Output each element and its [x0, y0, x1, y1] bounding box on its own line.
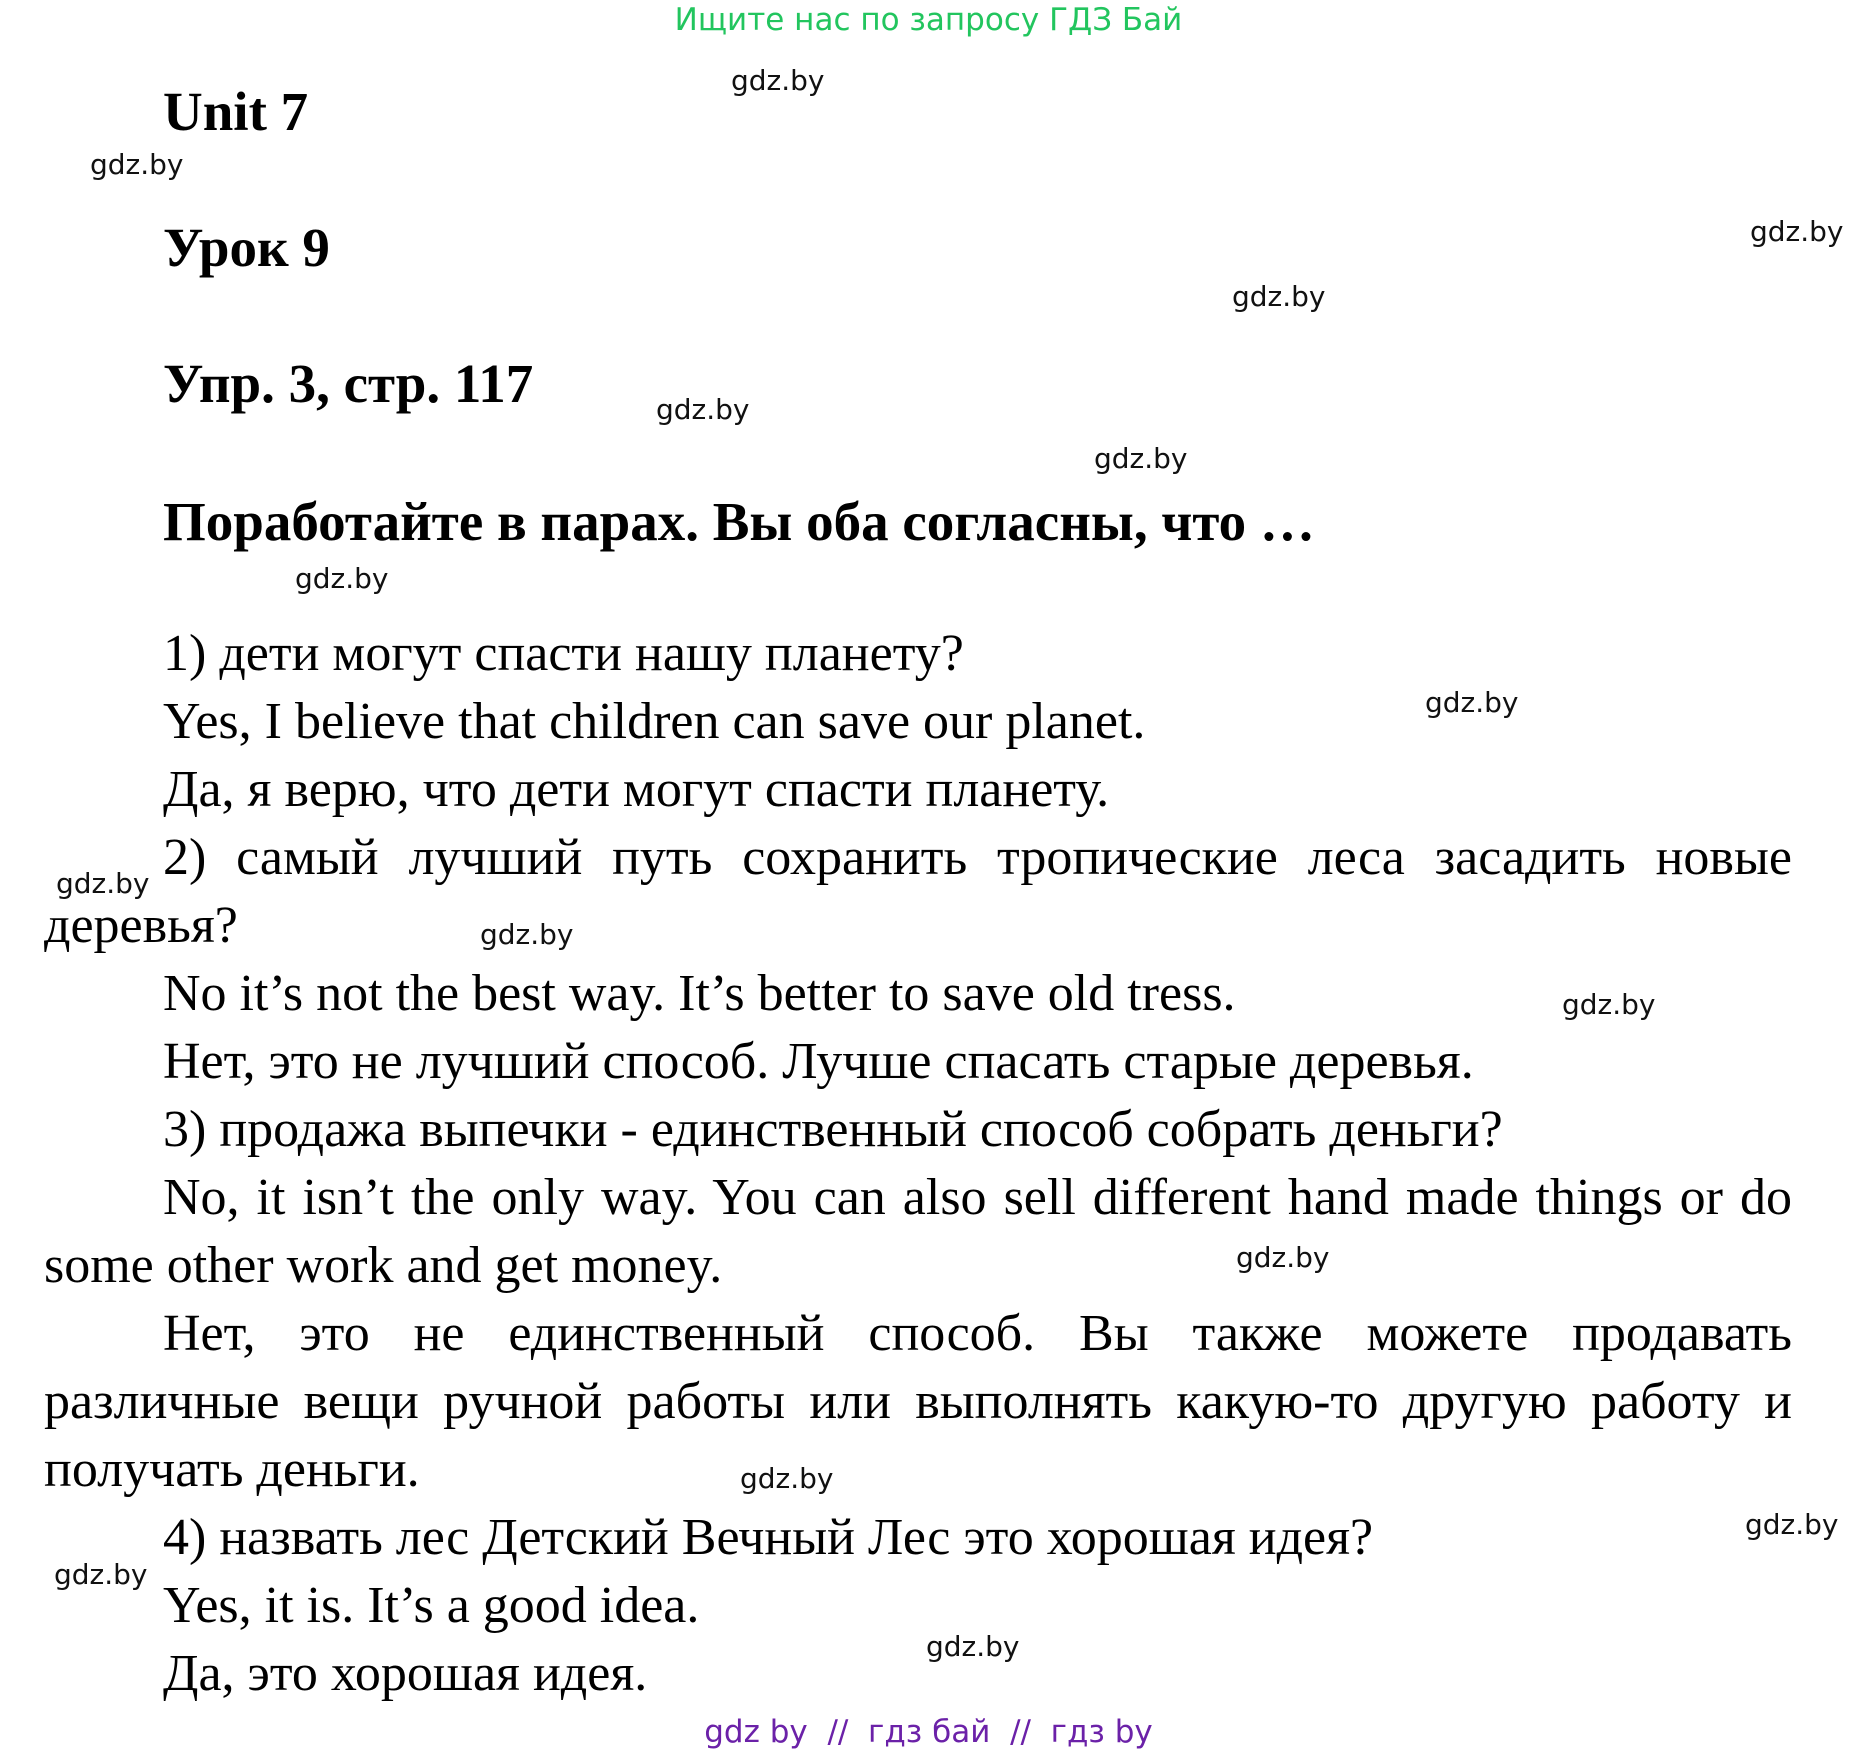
watermark: gdz.by — [1232, 280, 1326, 313]
answer-ru-3: Нет, это не единственный способ. Вы также можете продавать различные вещи ручной работы или выполнять какую-то другую работу и получать деньги. — [44, 1305, 1792, 1498]
exercise-heading: Упр. 3, стр. 117 — [163, 353, 534, 414]
watermark: gdz.by — [1750, 215, 1844, 248]
search-banner: Ищите нас по запросу ГДЗ Бай — [674, 2, 1183, 38]
watermark: gdz.by — [1094, 442, 1188, 475]
answers-body — [44, 620, 1792, 1708]
lesson-heading: Урок 9 — [163, 217, 330, 278]
question-2: 2) самый лучший путь сохранить тропические леса засадить новые деревья? — [44, 829, 1792, 954]
answer-en-4: Yes, it is. It’s a good idea. — [163, 1577, 700, 1634]
unit-heading: Unit 7 — [163, 81, 309, 142]
answer-ru-4: Да, это хорошая идея. — [163, 1645, 648, 1702]
watermark: gdz.by — [295, 562, 389, 595]
question-4: 4) назвать лес Детский Вечный Лес это хорошая идея? — [163, 1509, 1374, 1566]
answer-en-1: Yes, I believe that children can save our planet. — [163, 693, 1146, 750]
answer-en-2: No it’s not the best way. It’s better to save old tress. — [163, 965, 1236, 1022]
footer-links: gdz by // гдз бай // гдз by — [704, 1714, 1153, 1750]
watermark: gdz.by — [731, 64, 825, 97]
watermark: gdz.by — [90, 148, 184, 181]
answer-ru-2: Нет, это не лучший способ. Лучше спасать старые деревья. — [163, 1033, 1474, 1090]
watermark: gdz.by — [1236, 1241, 1330, 1274]
watermark: gdz.by — [1425, 686, 1519, 719]
watermark: gdz.by — [926, 1630, 1020, 1663]
answer-ru-1: Да, я верю, что дети могут спасти планету. — [163, 761, 1110, 818]
watermark: gdz.by — [740, 1462, 834, 1495]
task-heading: Поработайте в парах. Вы оба согласны, что … — [163, 491, 1315, 552]
watermark: gdz.by — [1562, 988, 1656, 1021]
question-1: 1) дети могут спасти нашу планету? — [163, 625, 964, 682]
watermark: gdz.by — [1745, 1508, 1839, 1541]
answer-en-3: No, it isn’t the only way. You can also sell different hand made things or do some other work and get money. — [44, 1169, 1792, 1294]
watermark: gdz.by — [56, 867, 150, 900]
watermark: gdz.by — [54, 1558, 148, 1591]
question-3: 3) продажа выпечки - единственный способ собрать деньги? — [163, 1101, 1503, 1158]
watermark: gdz.by — [656, 393, 750, 426]
watermark: gdz.by — [480, 918, 574, 951]
